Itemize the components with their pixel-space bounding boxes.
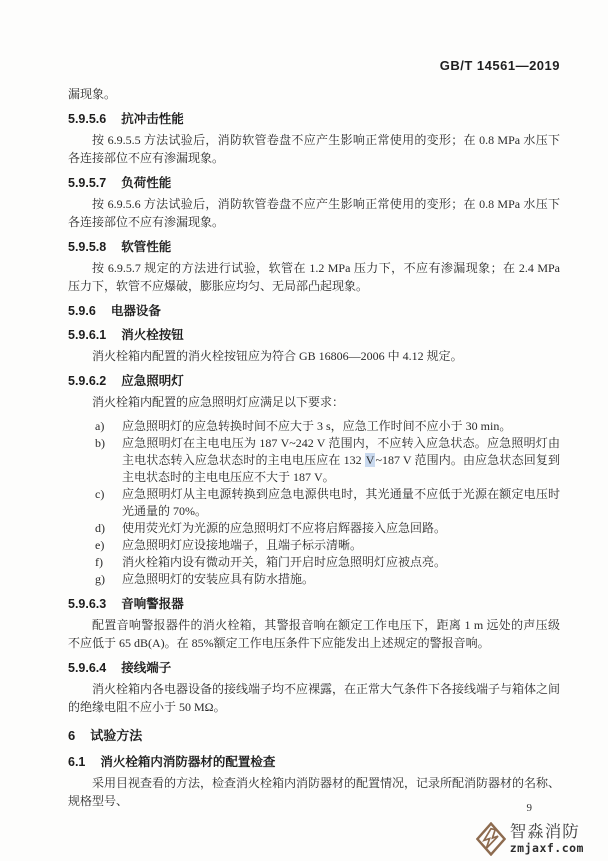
heading-title: 电器设备	[110, 304, 161, 318]
list-marker: c)	[95, 487, 105, 501]
paragraph-alarm: 配置音响警报器件的消火栓箱，其警报音响在额定工作电压下，距离 1 m 远处的声压级不应低于 65 dB(A)。在 85%额定工作电压条件下应能发出上述规定的警报音响。	[68, 618, 560, 650]
paragraph-lamp-intro: 消火栓箱内配置的应急照明灯应满足以下要求：	[92, 395, 345, 409]
paragraph-load: 按 6.9.5.6 方法试验后，消防软管卷盘不应产生影响正常使用的变形；在 0.8 MPa 水压下各连接部位不应有渗漏现象。	[68, 197, 560, 229]
watermark	[476, 822, 584, 856]
list-item-d	[68, 520, 560, 537]
list-item-text: 使用荧光灯为光源的应急照明灯不应将启辉器接入应急回路。	[122, 521, 447, 535]
page-number: 9	[526, 802, 532, 814]
lamp-requirements-list	[68, 418, 560, 588]
heading-title: 试验方法	[90, 728, 143, 743]
heading-number: 5.9.6.3	[68, 597, 107, 611]
list-marker: b)	[95, 436, 105, 450]
paragraph-hose: 按 6.9.5.7 规定的方法进行试验，软管在 1.2 MPa 压力下，不应有渗漏现象；在 2.4 MPa 压力下，软管不应爆破，膨胀应均匀、无局部凸起现象。	[68, 261, 560, 293]
selection-highlight: V	[365, 453, 375, 467]
heading-number: 5.9.6.4	[68, 661, 107, 675]
heading-number: 5.9.5.6	[68, 112, 107, 126]
list-item-text: ~187 V 范围内。由应急状态回复到主电状态时的主电电压应不大于 187 V。	[122, 453, 560, 484]
heading-5-9-5-7	[68, 175, 560, 191]
list-item-text: 应急照明灯的应急转换时间不应大于 3 s，应急工作时间不应小于 30 min。	[122, 419, 512, 433]
carryover-paragraph: 漏现象。	[68, 87, 117, 101]
heading-number: 5.9.5.8	[68, 240, 107, 254]
heading-number: 5.9.6.2	[68, 374, 107, 388]
list-marker: a)	[95, 419, 105, 433]
heading-title: 应急照明灯	[121, 374, 184, 388]
heading-title: 消火栓按钮	[121, 328, 184, 342]
watermark-site: zmjaxf.com	[509, 840, 584, 855]
list-item-f	[68, 554, 560, 571]
watermark-text	[510, 824, 584, 854]
paragraph-terminal: 消火栓箱内各电器设备的接线端子均不应裸露，在正常大气条件下各接线端子与箱体之间的绝缘电阻不应小于 50 MΩ。	[68, 682, 561, 714]
list-item-text: 应急照明灯的安装应具有防水措施。	[122, 572, 315, 586]
list-item-g	[68, 571, 560, 588]
list-marker: f)	[95, 555, 103, 569]
list-item-text: 消火栓箱内设有微动开关，箱门开启时应急照明灯应被点亮。	[122, 555, 447, 569]
list-item-text: 应急照明灯应设接地端子，且端子标示清晰。	[122, 538, 363, 552]
list-item-c	[68, 486, 560, 520]
heading-5-9-6-3	[68, 596, 560, 612]
list-item-b	[68, 435, 560, 486]
list-marker: g)	[95, 572, 105, 586]
heading-5-9-6-4	[68, 660, 560, 676]
heading-5-9-6-2	[68, 373, 560, 389]
heading-title: 消火栓箱内消防器材的配置检查	[100, 755, 276, 769]
list-item-a	[68, 418, 560, 435]
watermark-brand: 智淼消防	[509, 823, 580, 841]
heading-title: 音响警报器	[121, 597, 184, 611]
list-item-e	[68, 537, 560, 554]
paragraph-check: 采用目视查看的方法，检查消火栓箱内消防器材的配置情况，记录所配消防器材的名称、规格型号、	[68, 776, 561, 808]
heading-title: 负荷性能	[121, 176, 172, 190]
heading-number: 6	[68, 728, 76, 743]
heading-5-9-5-8	[68, 239, 560, 255]
list-item-text: 应急照明灯在主电电压为 187 V~242 V 范围内，不应转入应急状态。应急照明灯由主电状态转入应急状态时的主电电压应在 132	[122, 436, 560, 467]
heading-title: 抗冲击性能	[121, 112, 184, 126]
heading-number: 5.9.5.7	[68, 176, 107, 190]
heading-5-9-6-1	[68, 327, 560, 343]
heading-number: 6.1	[68, 755, 86, 769]
heading-chapter-6	[68, 728, 560, 744]
list-item-text: 应急照明灯从主电源转换到应急电源供电时，其光通量不应低于光源在额定电压时光通量的 70%。	[122, 487, 560, 518]
heading-5-9-5-6	[68, 111, 560, 127]
heading-5-9-6	[68, 303, 560, 319]
list-marker: e)	[95, 538, 105, 552]
zhimiao-diamond-icon	[476, 822, 506, 856]
heading-number: 5.9.6.1	[68, 328, 107, 342]
heading-title: 接线端子	[121, 661, 172, 675]
paragraph-button: 消火栓箱内配置的消火栓按钮应为符合 GB 16806—2006 中 4.12 规定。	[92, 349, 463, 363]
heading-6-1	[68, 754, 560, 770]
standard-code: GB/T 14561—2019	[439, 58, 560, 73]
list-marker: d)	[95, 521, 105, 535]
heading-number: 5.9.6	[68, 304, 96, 318]
paragraph-impact: 按 6.9.5.5 方法试验后，消防软管卷盘不应产生影响正常使用的变形；在 0.8 MPa 水压下各连接部位不应有渗漏现象。	[68, 133, 560, 165]
heading-title: 软管性能	[121, 240, 172, 254]
